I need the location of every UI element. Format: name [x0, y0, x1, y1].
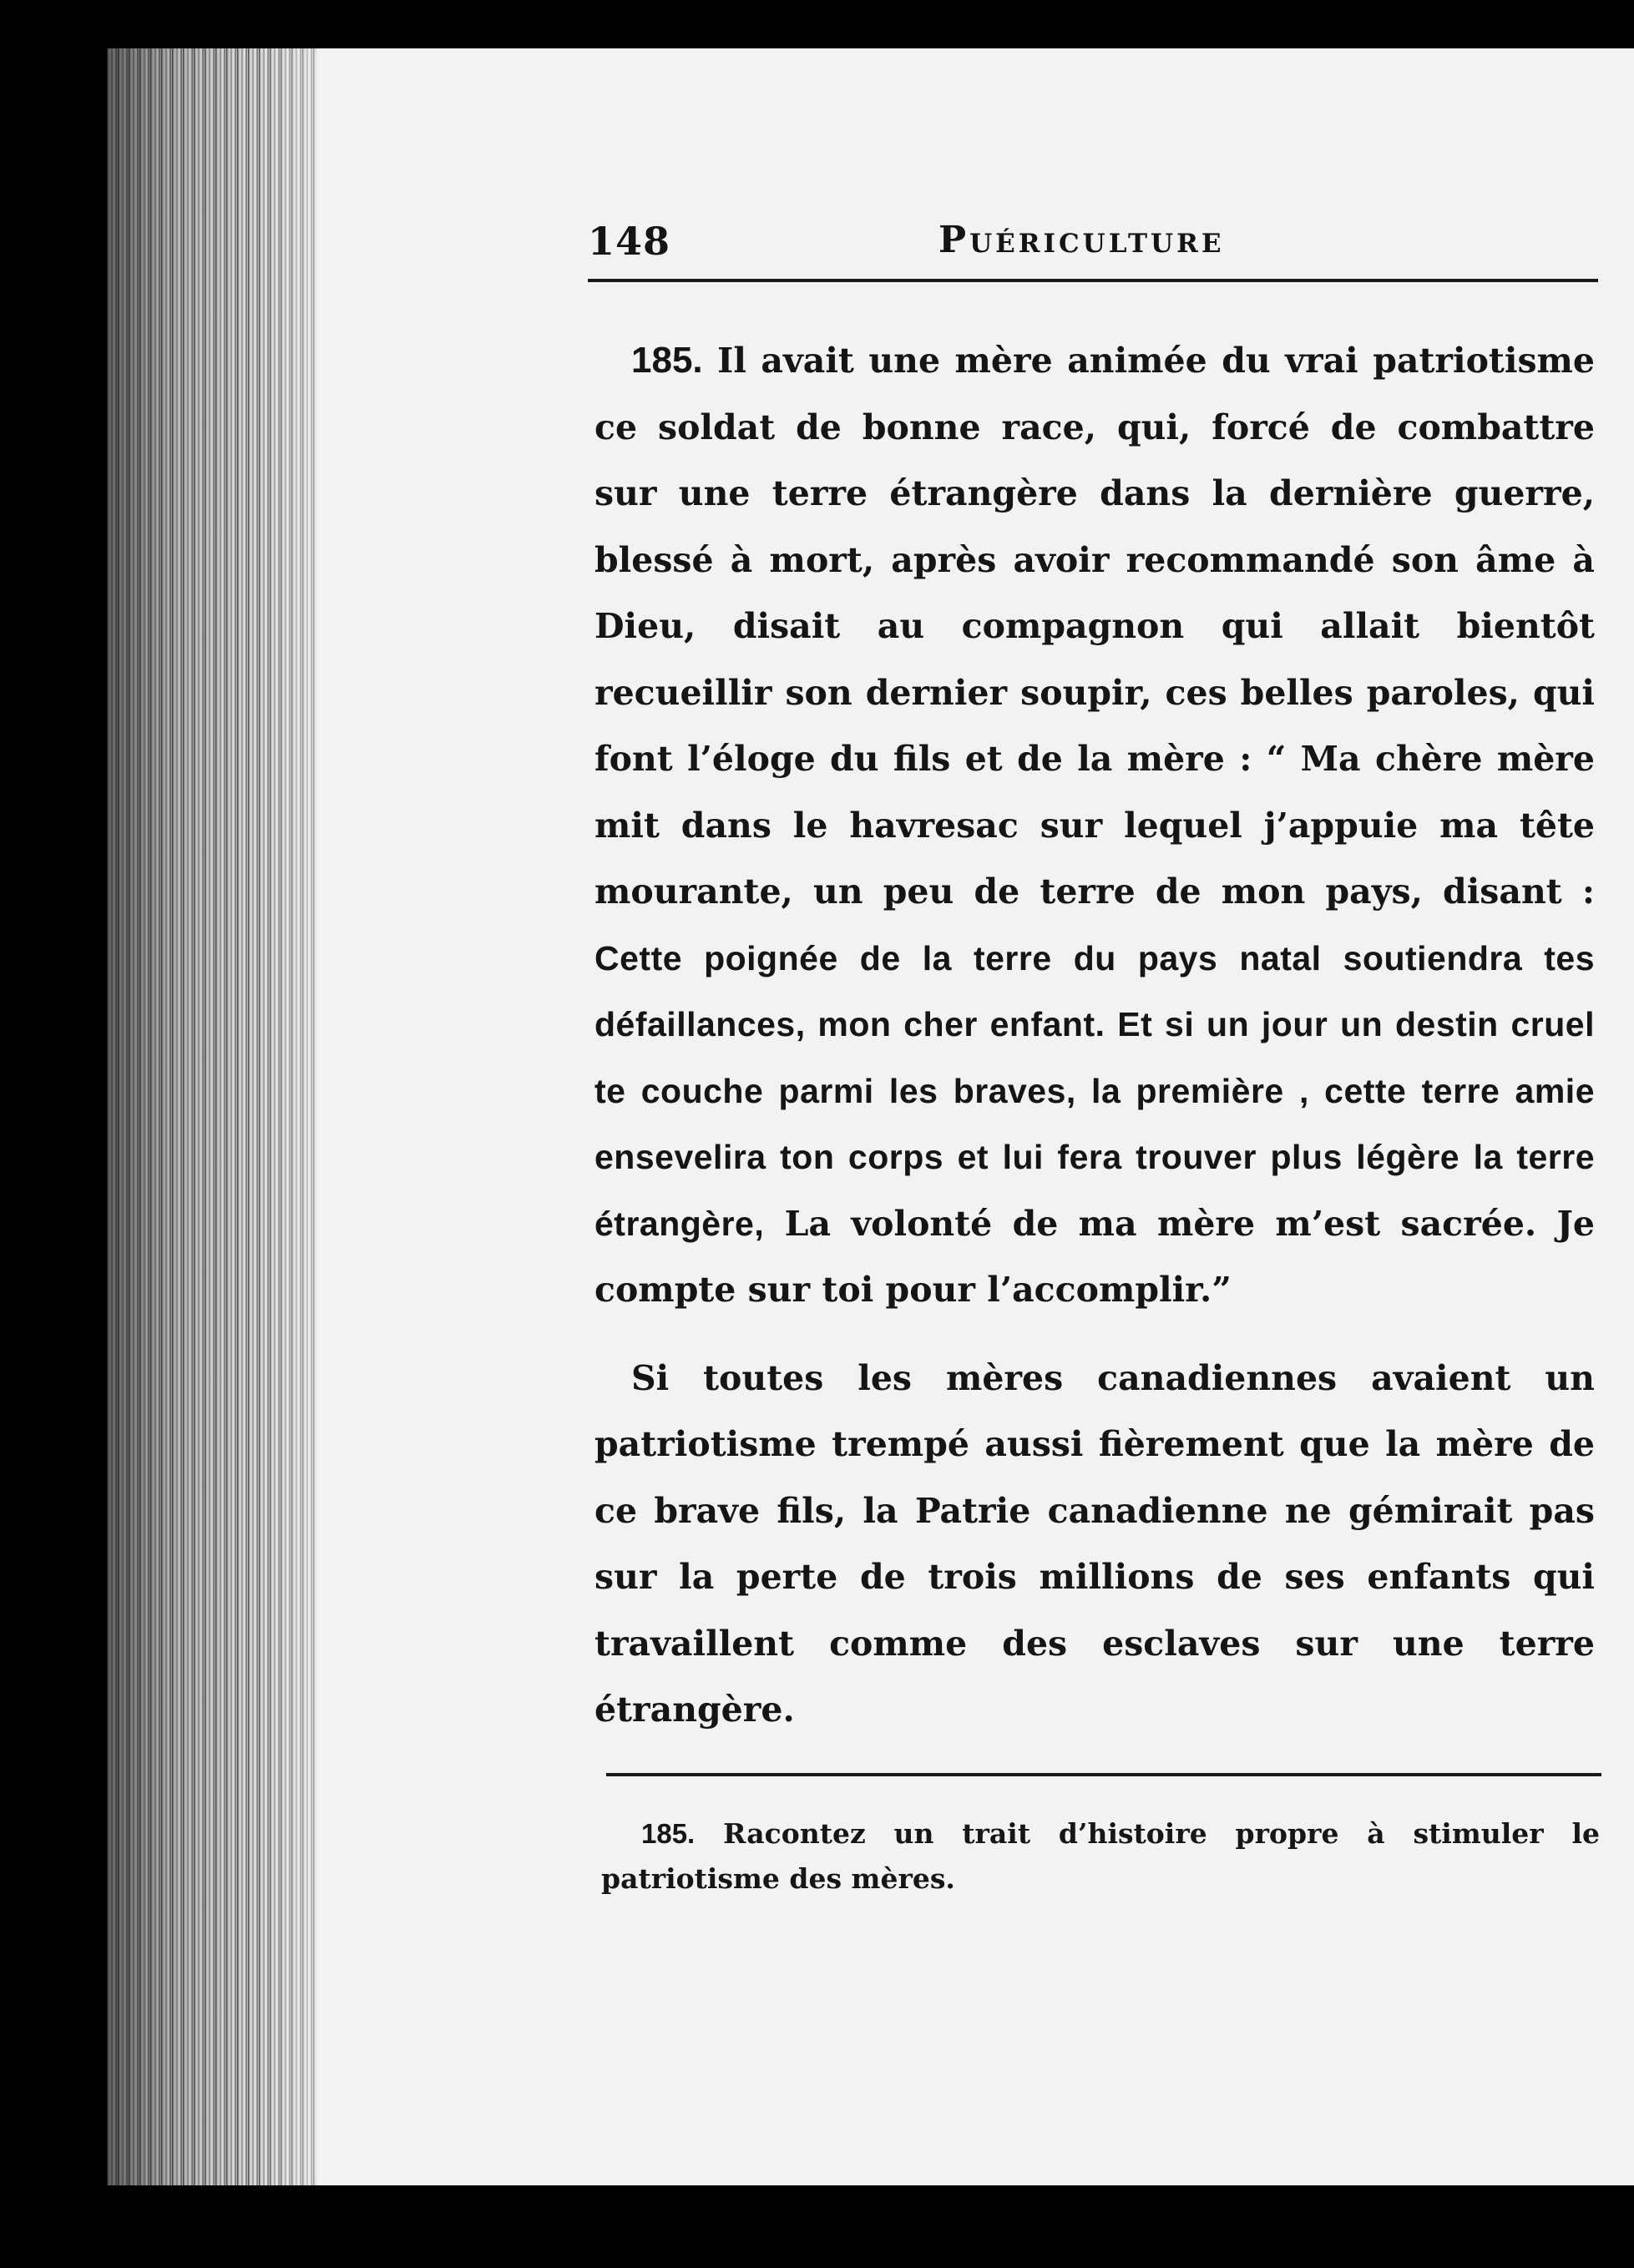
paragraph-text-before: Il avait une mère animée du vrai patriotisme ce soldat de bonne race, qui, forcé de combattre sur une terre étrangère dans la dernière guerre, blessé à mort, après avoir recommandé son âme à Dieu, disait au compagnon qui allait bientôt recueillir son dernier soupir, ces belles paroles, qui font l’éloge du fils et de la mère : “ Ma chère mère mit dans le havresac sur lequel j’appuie ma tête mourante, un peu de terre de mon pays, disant : [594, 341, 1595, 912]
footnote [601, 1811, 1600, 1902]
running-head [588, 219, 1596, 269]
footnote-text: Racontez un trait d’histoire propre à stimuler le patriotisme des mères. [601, 1817, 1600, 1895]
body-text [594, 327, 1595, 1744]
footnote-number: 185. [641, 1818, 696, 1849]
paragraph-number: 185. [631, 340, 703, 381]
running-title: Puériculture [938, 219, 1225, 261]
page-number: 148 [588, 219, 671, 264]
footnote-rule [606, 1773, 1601, 1776]
header-rule [588, 279, 1598, 282]
bold-quote: Cette poignée de la terre du pays natal soutiendra tes défaillances, mon cher enfant. Et si un jour un destin cruel te couche parmi les braves, la première , cette terre amie ensevelira ton corps et lui fera trouver plus légère la terre étrangère, [594, 938, 1595, 1243]
paragraph-185 [594, 327, 1595, 1324]
paragraph-text-after: La volonté de ma mère m’est sacrée. Je compte sur toi pour l’accomplir.” [594, 1203, 1596, 1310]
paragraph-2-text: Si toutes les mères canadiennes avaient un patriotisme trempé aussi fièrement que la mère de ce brave fils, la Patrie canadienne ne gémirait pas sur la perte de trois millions de ses enfants qui travaillent comme des esclaves sur une terre étrangère. [594, 1357, 1595, 1730]
paragraph-2 [594, 1346, 1595, 1744]
page-edges-shadow [107, 48, 324, 2185]
scan-border [117, 2185, 1634, 2268]
